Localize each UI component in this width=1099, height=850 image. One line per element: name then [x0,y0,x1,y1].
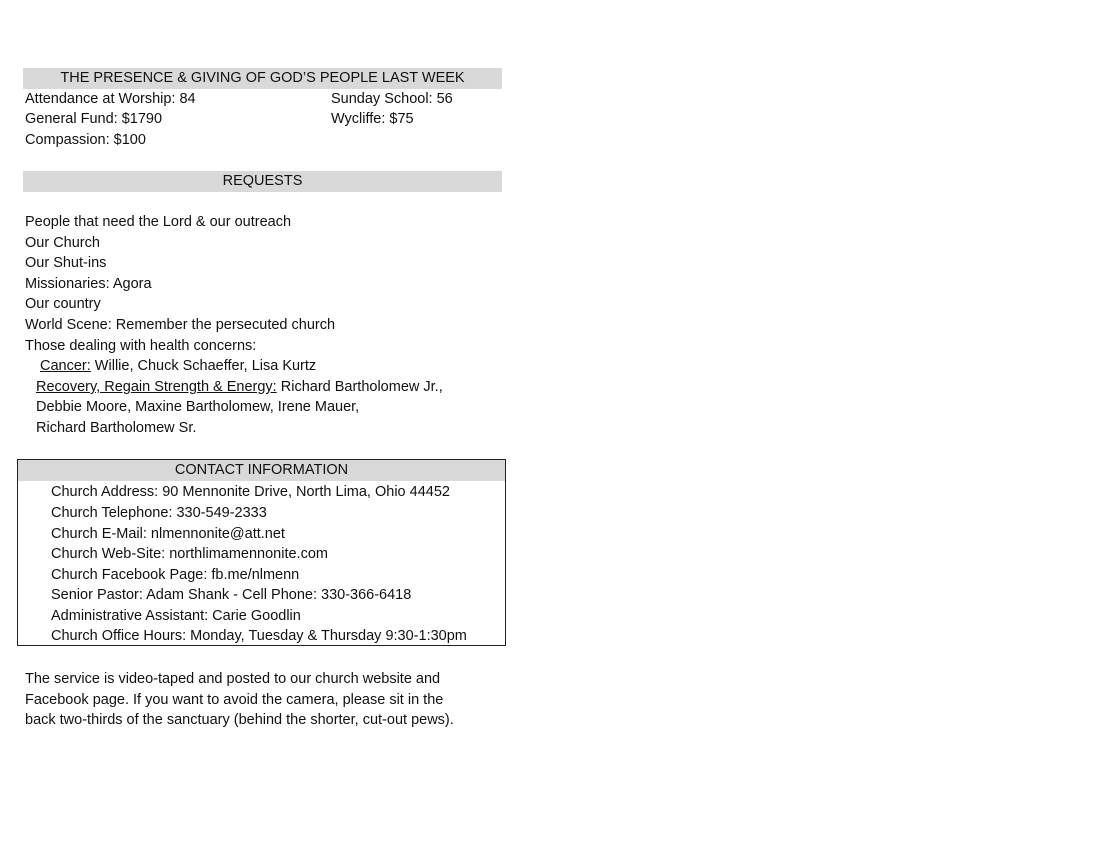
request-item: Our Church [25,235,100,251]
contact-email: Church E-Mail: nlmennonite@att.net [51,526,285,542]
contact-address: Church Address: 90 Mennonite Drive, North Lima, Ohio 44452 [51,484,450,500]
cancer-line [40,356,316,376]
contact-telephone: Church Telephone: 330-549-2333 [51,505,267,521]
contact-website: Church Web-Site: northlimamennonite.com [51,546,328,562]
contact-office-hours: Church Office Hours: Monday, Tuesday & Thursday 9:30-1:30pm [51,628,467,644]
request-item: Our Shut-ins [25,255,107,271]
sunday-school-text: Sunday School: 56 [331,91,453,107]
recovery-names-cont: Debbie Moore, Maxine Bartholomew, Irene Mauer, [36,399,360,415]
attendance-text: Attendance at Worship: 84 [25,91,196,107]
cancer-label: Cancer: [40,358,91,374]
requests-header: REQUESTS [23,171,502,192]
request-item: World Scene: Remember the persecuted church [25,317,336,333]
giving-header: THE PRESENCE & GIVING OF GOD’S PEOPLE LAST WEEK [23,68,502,89]
notice-line: The service is video-taped and posted to our church website and [25,671,441,687]
request-item: Our country [25,296,101,312]
general-fund-text: General Fund: $1790 [25,111,163,127]
request-item: People that need the Lord & our outreach [25,214,292,230]
notice-line: back two-thirds of the sanctuary (behind the shorter, cut-out pews). [25,712,454,728]
contact-pastor: Senior Pastor: Adam Shank - Cell Phone: 330-366-6418 [51,587,412,603]
recovery-names: Richard Bartholomew Jr., [276,379,443,395]
recovery-names-cont: Richard Bartholomew Sr. [36,420,197,436]
notice-line: Facebook page. If you want to avoid the camera, please sit in the [25,692,444,708]
recovery-line [36,377,443,397]
contact-assistant: Administrative Assistant: Carie Goodlin [51,608,301,624]
wycliffe-text: Wycliffe: $75 [331,111,414,127]
recovery-label: Recovery, Regain Strength & Energy: [36,379,277,395]
request-item: Missionaries: Agora [25,276,152,292]
request-item: Those dealing with health concerns: [25,338,257,354]
compassion-text: Compassion: $100 [25,132,146,148]
contact-header: CONTACT INFORMATION [18,460,505,481]
contact-facebook: Church Facebook Page: fb.me/nlmenn [51,567,300,583]
cancer-names: Willie, Chuck Schaeffer, Lisa Kurtz [90,358,317,374]
contact-box [17,459,506,646]
